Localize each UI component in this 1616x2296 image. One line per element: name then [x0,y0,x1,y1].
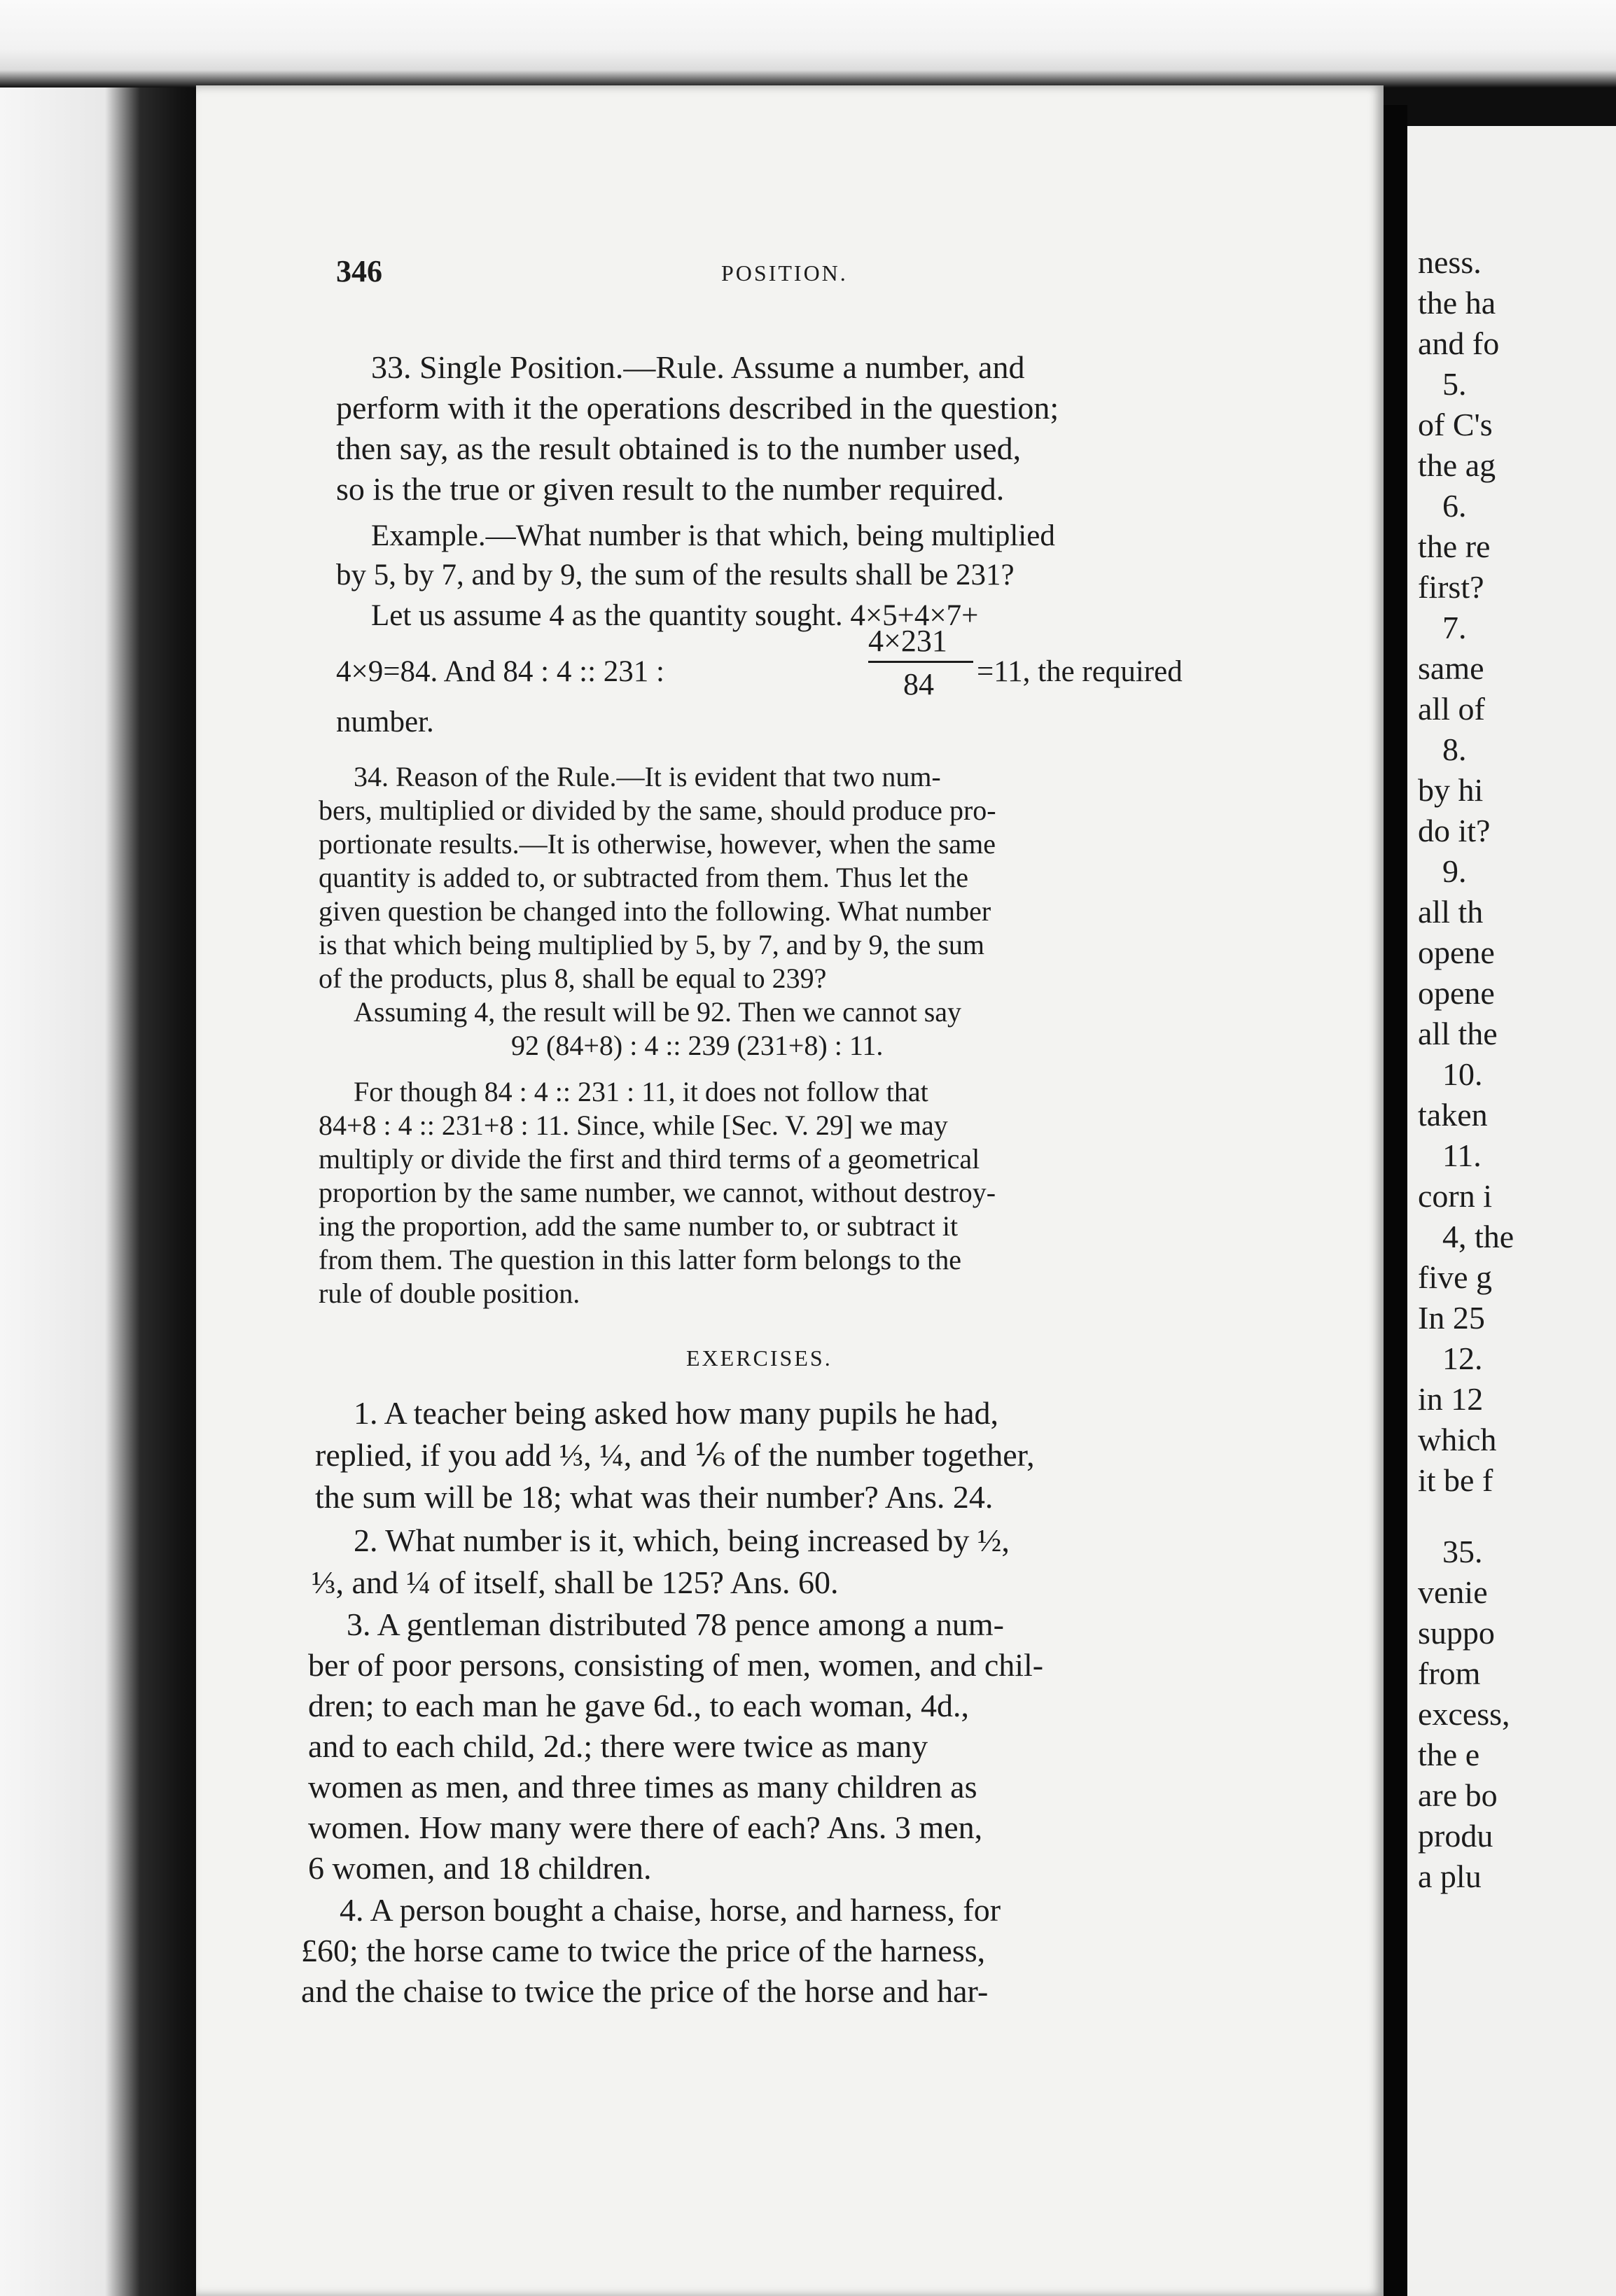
exercise-line: 6 women, and 18 children. [308,1850,652,1886]
example-calc-left: 4×9=84. And 84 : 4 :: 231 : [336,655,664,688]
facing-page-fragment: five g [1418,1259,1493,1295]
facing-page-fragment: the re [1418,528,1491,564]
sec34-line: 34. Reason of the Rule.—It is evident that two num- [354,761,941,792]
sec33-line: then say, as the result obtained is to the number used, [336,430,1022,466]
facing-page-fragment: 11. [1442,1138,1482,1173]
sec34-line: ing the proportion, add the same number to, or subtract it [319,1210,959,1242]
fraction-numerator: 4×231 [868,624,947,658]
facing-page-fragment: which [1418,1422,1497,1457]
facing-page-fragment: taken [1418,1097,1488,1133]
exercise-line: 2. What number is it, which, being increased by ½, [354,1522,1010,1558]
facing-page-fragment: 6. [1442,488,1475,524]
facing-page-fragment: 8. [1442,732,1475,767]
example-line: Example.—What number is that which, being multiplied [371,519,1055,552]
sec34-line: rule of double position. [319,1278,580,1309]
sec33-line: so is the true or given result to the number required. [336,471,1005,507]
facing-page-fragment: the ha [1418,285,1496,321]
scan-margin-top [0,0,1616,88]
facing-page-fragment: venie [1418,1574,1488,1610]
facing-page-fragment: 10. [1442,1056,1483,1092]
facing-page-fragment: excess, [1418,1696,1510,1732]
facing-page-fragment: 12. [1442,1340,1483,1376]
sec34-line: given question be changed into the following. What number [319,895,991,927]
exercises-heading: EXERCISES. [686,1345,833,1371]
sec34-line: multiply or divide the first and third terms of a geometrical [319,1143,980,1175]
facing-page-fragment: same [1418,650,1484,686]
sec34-proportion: 92 (84+8) : 4 :: 239 (231+8) : 11. [511,1030,884,1061]
facing-page-fragment: the e [1418,1737,1480,1772]
exercise-line: £60; the horse came to twice the price of the harness, [301,1933,986,1968]
facing-page-fragment: it be f [1418,1462,1493,1498]
facing-page-fragment: 7. [1442,610,1475,645]
exercise-line: replied, if you add ⅓, ¼, and ⅙ of the number together, [315,1437,1035,1473]
exercise-line: 1. A teacher being asked how many pupils he had, [354,1395,999,1431]
exercise-line: ⅓, and ¼ of itself, shall be 125? Ans. 60. [312,1564,839,1600]
exercise-line: women. How many were there of each? Ans. 3 men, [308,1809,983,1845]
exercise-line: 4. A person bought a chaise, horse, and harness, for [340,1892,1001,1928]
sec34-line: bers, multiplied or divided by the same, should produce pro- [319,794,996,826]
example-line: number. [336,706,434,738]
sec34-line: 84+8 : 4 :: 231+8 : 11. Since, while [Sec. V. 29] we may [319,1110,948,1141]
sec34-line: Assuming 4, the result will be 92. Then we cannot say [354,996,962,1028]
facing-page-fragment: 9. [1442,853,1475,889]
facing-page-fragment: all th [1418,894,1484,930]
exercise-line: women as men, and three times as many children as [308,1769,977,1805]
sec34-line: portionate results.—It is otherwise, however, when the same [319,828,996,860]
example-calc-right: =11, the required [977,655,1183,688]
sec34-line: proportion by the same number, we cannot, without destroy- [319,1177,996,1208]
exercise-line: ber of poor persons, consisting of men, women, and chil- [308,1647,1044,1683]
exercise-line: the sum will be 18; what was their number? Ans. 24. [315,1479,994,1515]
page-number: 346 [336,254,382,288]
facing-page-fragment: do it? [1418,813,1491,848]
facing-page-fragment: 35. [1442,1534,1483,1569]
facing-page-fragment: suppo [1418,1615,1495,1651]
facing-page-fragment: In 25 [1418,1300,1485,1336]
sec34-line: of the products, plus 8, shall be equal to 239? [319,962,827,994]
facing-page-fragment: ness. [1418,244,1482,280]
facing-page-fragment: 4, the [1442,1219,1514,1254]
example-line: by 5, by 7, and by 9, the sum of the results shall be 231? [336,559,1015,592]
facing-page-fragment: in 12 [1418,1381,1484,1417]
facing-page-fragment: of C's [1418,407,1493,442]
facing-page-fragment: opene [1418,975,1495,1011]
running-title: POSITION. [721,260,848,286]
sec34-line: For though 84 : 4 :: 231 : 11, it does not follow that [354,1076,928,1107]
book-gutter [1384,105,1407,2296]
fraction-bar [868,661,973,663]
facing-page-fragment: all the [1418,1016,1498,1051]
facing-page-fragment: produ [1418,1818,1493,1854]
facing-page-fragment: by hi [1418,772,1484,808]
facing-page-fragment: first? [1418,569,1484,605]
facing-page-fragment: a plu [1418,1858,1482,1894]
sec33-line: 33. Single Position.—Rule. Assume a number, and [371,349,1025,385]
facing-page-fragment: all of [1418,691,1485,727]
facing-page-fragment: corn i [1418,1178,1493,1214]
example-line: Let us assume 4 as the quantity sought. 4×5+4×7+ [371,599,979,632]
sec34-line: from them. The question in this latter form belongs to the [319,1244,961,1275]
facing-page-fragment: the ag [1418,447,1496,483]
sec34-line: quantity is added to, or subtracted from them. Thus let the [319,862,968,893]
facing-page-fragment: are bo [1418,1777,1498,1813]
sec34-line: is that which being multiplied by 5, by 7, and by 9, the sum [319,929,985,960]
exercise-line: and the chaise to twice the price of the horse and har- [301,1973,989,2009]
sec33-line: perform with it the operations described in the question; [336,390,1059,426]
exercise-line: and to each child, 2d.; there were twice as many [308,1728,928,1764]
book-page-right [1407,126,1616,2296]
fraction-denominator: 84 [903,667,934,701]
exercise-line: 3. A gentleman distributed 78 pence among a num- [347,1606,1004,1642]
facing-page-fragment: from [1418,1656,1481,1691]
facing-page-fragment: 5. [1442,366,1475,402]
page-header [336,253,1246,295]
exercise-line: dren; to each man he gave 6d., to each woman, 4d., [308,1688,969,1723]
scan-margin-left [0,0,203,2296]
facing-page-fragment: and fo [1418,326,1500,361]
facing-page-fragment: opene [1418,934,1495,970]
